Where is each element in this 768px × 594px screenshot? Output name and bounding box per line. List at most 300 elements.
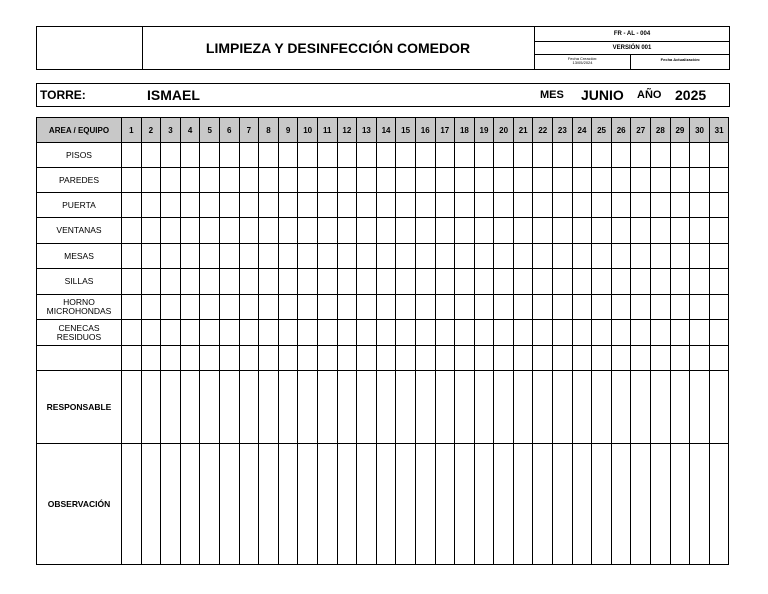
day-cell[interactable] — [572, 168, 592, 193]
day-cell[interactable] — [161, 346, 181, 371]
day-cell[interactable] — [357, 320, 377, 346]
day-cell[interactable] — [435, 444, 455, 565]
day-cell[interactable] — [670, 295, 690, 320]
day-cell[interactable] — [376, 371, 396, 444]
day-cell[interactable] — [376, 269, 396, 295]
day-cell[interactable] — [592, 371, 612, 444]
day-cell[interactable] — [376, 218, 396, 244]
day-cell[interactable] — [219, 244, 239, 269]
day-cell[interactable] — [572, 444, 592, 565]
day-cell[interactable] — [278, 244, 298, 269]
day-cell[interactable] — [317, 444, 337, 565]
day-cell[interactable] — [631, 244, 651, 269]
day-cell[interactable] — [396, 244, 416, 269]
day-cell[interactable] — [259, 371, 279, 444]
day-cell[interactable] — [200, 320, 220, 346]
day-cell[interactable] — [200, 143, 220, 168]
day-cell[interactable] — [122, 143, 142, 168]
day-cell[interactable] — [161, 444, 181, 565]
day-cell[interactable] — [455, 193, 475, 218]
day-cell[interactable] — [219, 193, 239, 218]
day-cell[interactable] — [435, 244, 455, 269]
day-cell[interactable] — [513, 143, 533, 168]
day-cell[interactable] — [278, 168, 298, 193]
day-cell[interactable] — [513, 218, 533, 244]
day-cell[interactable] — [161, 218, 181, 244]
day-cell[interactable] — [337, 168, 357, 193]
day-cell[interactable] — [298, 218, 318, 244]
day-cell[interactable] — [513, 193, 533, 218]
day-cell[interactable] — [631, 346, 651, 371]
day-cell[interactable] — [494, 143, 514, 168]
day-cell[interactable] — [376, 444, 396, 565]
day-cell[interactable] — [631, 218, 651, 244]
day-cell[interactable] — [670, 444, 690, 565]
day-cell[interactable] — [219, 143, 239, 168]
day-cell[interactable] — [455, 143, 475, 168]
day-cell[interactable] — [357, 371, 377, 444]
day-cell[interactable] — [161, 320, 181, 346]
day-cell[interactable] — [435, 346, 455, 371]
day-cell[interactable] — [631, 269, 651, 295]
day-cell[interactable] — [533, 168, 553, 193]
day-cell[interactable] — [122, 168, 142, 193]
day-cell[interactable] — [161, 269, 181, 295]
day-cell[interactable] — [572, 346, 592, 371]
day-cell[interactable] — [690, 269, 710, 295]
day-cell[interactable] — [180, 346, 200, 371]
day-cell[interactable] — [259, 218, 279, 244]
day-cell[interactable] — [259, 193, 279, 218]
day-cell[interactable] — [415, 193, 435, 218]
day-cell[interactable] — [592, 346, 612, 371]
day-cell[interactable] — [239, 244, 259, 269]
day-cell[interactable] — [161, 193, 181, 218]
day-cell[interactable] — [298, 193, 318, 218]
day-cell[interactable] — [141, 295, 161, 320]
day-cell[interactable] — [709, 295, 729, 320]
day-cell[interactable] — [690, 143, 710, 168]
day-cell[interactable] — [357, 143, 377, 168]
day-cell[interactable] — [396, 143, 416, 168]
day-cell[interactable] — [435, 143, 455, 168]
day-cell[interactable] — [553, 444, 573, 565]
day-cell[interactable] — [122, 244, 142, 269]
day-cell[interactable] — [200, 218, 220, 244]
day-cell[interactable] — [337, 244, 357, 269]
day-cell[interactable] — [631, 143, 651, 168]
day-cell[interactable] — [474, 295, 494, 320]
day-cell[interactable] — [298, 244, 318, 269]
day-cell[interactable] — [239, 193, 259, 218]
day-cell[interactable] — [317, 295, 337, 320]
day-cell[interactable] — [396, 346, 416, 371]
day-cell[interactable] — [357, 269, 377, 295]
day-cell[interactable] — [690, 168, 710, 193]
day-cell[interactable] — [631, 444, 651, 565]
day-cell[interactable] — [337, 371, 357, 444]
day-cell[interactable] — [239, 346, 259, 371]
day-cell[interactable] — [200, 346, 220, 371]
day-cell[interactable] — [455, 244, 475, 269]
day-cell[interactable] — [200, 193, 220, 218]
day-cell[interactable] — [611, 346, 631, 371]
day-cell[interactable] — [200, 269, 220, 295]
day-cell[interactable] — [396, 371, 416, 444]
day-cell[interactable] — [278, 218, 298, 244]
day-cell[interactable] — [357, 295, 377, 320]
day-cell[interactable] — [219, 320, 239, 346]
day-cell[interactable] — [631, 168, 651, 193]
day-cell[interactable] — [494, 269, 514, 295]
day-cell[interactable] — [651, 320, 671, 346]
day-cell[interactable] — [161, 168, 181, 193]
day-cell[interactable] — [180, 269, 200, 295]
day-cell[interactable] — [415, 444, 435, 565]
day-cell[interactable] — [239, 295, 259, 320]
day-cell[interactable] — [611, 371, 631, 444]
day-cell[interactable] — [122, 320, 142, 346]
day-cell[interactable] — [572, 193, 592, 218]
day-cell[interactable] — [690, 320, 710, 346]
day-cell[interactable] — [337, 444, 357, 565]
day-cell[interactable] — [298, 269, 318, 295]
day-cell[interactable] — [415, 143, 435, 168]
day-cell[interactable] — [122, 269, 142, 295]
day-cell[interactable] — [553, 193, 573, 218]
day-cell[interactable] — [278, 346, 298, 371]
day-cell[interactable] — [180, 244, 200, 269]
day-cell[interactable] — [611, 444, 631, 565]
day-cell[interactable] — [396, 218, 416, 244]
day-cell[interactable] — [651, 218, 671, 244]
day-cell[interactable] — [631, 193, 651, 218]
day-cell[interactable] — [317, 143, 337, 168]
day-cell[interactable] — [474, 244, 494, 269]
day-cell[interactable] — [180, 371, 200, 444]
day-cell[interactable] — [611, 269, 631, 295]
day-cell[interactable] — [376, 295, 396, 320]
day-cell[interactable] — [415, 371, 435, 444]
day-cell[interactable] — [337, 269, 357, 295]
day-cell[interactable] — [337, 143, 357, 168]
day-cell[interactable] — [474, 371, 494, 444]
day-cell[interactable] — [690, 193, 710, 218]
day-cell[interactable] — [396, 320, 416, 346]
day-cell[interactable] — [219, 269, 239, 295]
day-cell[interactable] — [611, 295, 631, 320]
day-cell[interactable] — [337, 295, 357, 320]
day-cell[interactable] — [592, 168, 612, 193]
day-cell[interactable] — [337, 320, 357, 346]
day-cell[interactable] — [553, 346, 573, 371]
day-cell[interactable] — [494, 371, 514, 444]
day-cell[interactable] — [141, 444, 161, 565]
day-cell[interactable] — [709, 320, 729, 346]
day-cell[interactable] — [592, 143, 612, 168]
day-cell[interactable] — [278, 193, 298, 218]
day-cell[interactable] — [592, 444, 612, 565]
day-cell[interactable] — [611, 244, 631, 269]
day-cell[interactable] — [239, 444, 259, 565]
day-cell[interactable] — [513, 244, 533, 269]
day-cell[interactable] — [239, 143, 259, 168]
day-cell[interactable] — [553, 168, 573, 193]
day-cell[interactable] — [494, 346, 514, 371]
day-cell[interactable] — [651, 295, 671, 320]
day-cell[interactable] — [651, 168, 671, 193]
day-cell[interactable] — [670, 269, 690, 295]
day-cell[interactable] — [239, 218, 259, 244]
day-cell[interactable] — [317, 218, 337, 244]
day-cell[interactable] — [455, 269, 475, 295]
day-cell[interactable] — [317, 320, 337, 346]
day-cell[interactable] — [278, 269, 298, 295]
day-cell[interactable] — [494, 193, 514, 218]
day-cell[interactable] — [709, 269, 729, 295]
day-cell[interactable] — [141, 218, 161, 244]
day-cell[interactable] — [631, 320, 651, 346]
day-cell[interactable] — [553, 143, 573, 168]
day-cell[interactable] — [494, 295, 514, 320]
day-cell[interactable] — [239, 168, 259, 193]
day-cell[interactable] — [396, 193, 416, 218]
day-cell[interactable] — [474, 269, 494, 295]
day-cell[interactable] — [435, 295, 455, 320]
day-cell[interactable] — [180, 143, 200, 168]
day-cell[interactable] — [337, 218, 357, 244]
day-cell[interactable] — [670, 143, 690, 168]
day-cell[interactable] — [415, 346, 435, 371]
day-cell[interactable] — [651, 269, 671, 295]
day-cell[interactable] — [592, 269, 612, 295]
day-cell[interactable] — [533, 444, 553, 565]
day-cell[interactable] — [298, 444, 318, 565]
day-cell[interactable] — [141, 269, 161, 295]
day-cell[interactable] — [435, 269, 455, 295]
day-cell[interactable] — [239, 320, 259, 346]
day-cell[interactable] — [709, 444, 729, 565]
day-cell[interactable] — [533, 269, 553, 295]
day-cell[interactable] — [376, 244, 396, 269]
day-cell[interactable] — [200, 244, 220, 269]
day-cell[interactable] — [122, 346, 142, 371]
day-cell[interactable] — [690, 244, 710, 269]
day-cell[interactable] — [317, 193, 337, 218]
day-cell[interactable] — [533, 244, 553, 269]
day-cell[interactable] — [631, 295, 651, 320]
day-cell[interactable] — [259, 320, 279, 346]
day-cell[interactable] — [572, 295, 592, 320]
day-cell[interactable] — [357, 244, 377, 269]
day-cell[interactable] — [396, 269, 416, 295]
day-cell[interactable] — [357, 346, 377, 371]
day-cell[interactable] — [435, 371, 455, 444]
day-cell[interactable] — [219, 371, 239, 444]
day-cell[interactable] — [474, 444, 494, 565]
day-cell[interactable] — [513, 295, 533, 320]
day-cell[interactable] — [611, 218, 631, 244]
day-cell[interactable] — [357, 218, 377, 244]
day-cell[interactable] — [219, 346, 239, 371]
day-cell[interactable] — [533, 371, 553, 444]
day-cell[interactable] — [651, 371, 671, 444]
day-cell[interactable] — [415, 218, 435, 244]
day-cell[interactable] — [553, 218, 573, 244]
day-cell[interactable] — [611, 143, 631, 168]
day-cell[interactable] — [376, 193, 396, 218]
day-cell[interactable] — [200, 168, 220, 193]
day-cell[interactable] — [455, 320, 475, 346]
day-cell[interactable] — [435, 193, 455, 218]
day-cell[interactable] — [337, 193, 357, 218]
day-cell[interactable] — [435, 320, 455, 346]
day-cell[interactable] — [317, 244, 337, 269]
day-cell[interactable] — [259, 269, 279, 295]
day-cell[interactable] — [553, 244, 573, 269]
day-cell[interactable] — [533, 320, 553, 346]
day-cell[interactable] — [200, 295, 220, 320]
day-cell[interactable] — [572, 244, 592, 269]
day-cell[interactable] — [376, 346, 396, 371]
day-cell[interactable] — [513, 168, 533, 193]
day-cell[interactable] — [533, 218, 553, 244]
day-cell[interactable] — [161, 371, 181, 444]
day-cell[interactable] — [572, 371, 592, 444]
day-cell[interactable] — [553, 320, 573, 346]
day-cell[interactable] — [455, 168, 475, 193]
day-cell[interactable] — [611, 193, 631, 218]
day-cell[interactable] — [513, 346, 533, 371]
day-cell[interactable] — [200, 444, 220, 565]
day-cell[interactable] — [474, 218, 494, 244]
day-cell[interactable] — [376, 143, 396, 168]
day-cell[interactable] — [415, 244, 435, 269]
day-cell[interactable] — [513, 444, 533, 565]
day-cell[interactable] — [298, 295, 318, 320]
day-cell[interactable] — [219, 168, 239, 193]
day-cell[interactable] — [709, 218, 729, 244]
day-cell[interactable] — [357, 444, 377, 565]
day-cell[interactable] — [141, 244, 161, 269]
day-cell[interactable] — [651, 143, 671, 168]
day-cell[interactable] — [141, 346, 161, 371]
day-cell[interactable] — [337, 346, 357, 371]
day-cell[interactable] — [278, 320, 298, 346]
day-cell[interactable] — [180, 168, 200, 193]
day-cell[interactable] — [474, 320, 494, 346]
day-cell[interactable] — [278, 444, 298, 565]
day-cell[interactable] — [141, 168, 161, 193]
day-cell[interactable] — [611, 320, 631, 346]
day-cell[interactable] — [651, 244, 671, 269]
day-cell[interactable] — [317, 269, 337, 295]
day-cell[interactable] — [415, 168, 435, 193]
day-cell[interactable] — [376, 168, 396, 193]
day-cell[interactable] — [141, 320, 161, 346]
day-cell[interactable] — [298, 320, 318, 346]
day-cell[interactable] — [670, 371, 690, 444]
day-cell[interactable] — [122, 218, 142, 244]
day-cell[interactable] — [572, 143, 592, 168]
day-cell[interactable] — [533, 143, 553, 168]
day-cell[interactable] — [219, 295, 239, 320]
day-cell[interactable] — [259, 295, 279, 320]
day-cell[interactable] — [376, 320, 396, 346]
day-cell[interactable] — [415, 295, 435, 320]
day-cell[interactable] — [298, 346, 318, 371]
day-cell[interactable] — [415, 320, 435, 346]
day-cell[interactable] — [553, 269, 573, 295]
day-cell[interactable] — [513, 371, 533, 444]
day-cell[interactable] — [278, 143, 298, 168]
day-cell[interactable] — [690, 218, 710, 244]
day-cell[interactable] — [180, 444, 200, 565]
day-cell[interactable] — [298, 371, 318, 444]
day-cell[interactable] — [474, 193, 494, 218]
day-cell[interactable] — [122, 444, 142, 565]
day-cell[interactable] — [533, 346, 553, 371]
day-cell[interactable] — [670, 218, 690, 244]
day-cell[interactable] — [474, 143, 494, 168]
day-cell[interactable] — [435, 168, 455, 193]
day-cell[interactable] — [317, 371, 337, 444]
day-cell[interactable] — [141, 371, 161, 444]
day-cell[interactable] — [357, 168, 377, 193]
day-cell[interactable] — [651, 346, 671, 371]
day-cell[interactable] — [219, 218, 239, 244]
day-cell[interactable] — [572, 320, 592, 346]
day-cell[interactable] — [298, 168, 318, 193]
day-cell[interactable] — [259, 444, 279, 565]
day-cell[interactable] — [455, 346, 475, 371]
day-cell[interactable] — [122, 193, 142, 218]
day-cell[interactable] — [670, 320, 690, 346]
day-cell[interactable] — [122, 295, 142, 320]
day-cell[interactable] — [611, 168, 631, 193]
day-cell[interactable] — [709, 193, 729, 218]
day-cell[interactable] — [709, 244, 729, 269]
day-cell[interactable] — [709, 168, 729, 193]
day-cell[interactable] — [396, 444, 416, 565]
day-cell[interactable] — [219, 444, 239, 565]
day-cell[interactable] — [533, 295, 553, 320]
day-cell[interactable] — [122, 371, 142, 444]
day-cell[interactable] — [709, 346, 729, 371]
day-cell[interactable] — [474, 346, 494, 371]
day-cell[interactable] — [141, 143, 161, 168]
day-cell[interactable] — [455, 444, 475, 565]
day-cell[interactable] — [690, 371, 710, 444]
day-cell[interactable] — [494, 444, 514, 565]
day-cell[interactable] — [494, 218, 514, 244]
day-cell[interactable] — [180, 218, 200, 244]
day-cell[interactable] — [141, 193, 161, 218]
day-cell[interactable] — [396, 168, 416, 193]
day-cell[interactable] — [298, 143, 318, 168]
day-cell[interactable] — [239, 371, 259, 444]
day-cell[interactable] — [317, 168, 337, 193]
day-cell[interactable] — [494, 320, 514, 346]
day-cell[interactable] — [180, 295, 200, 320]
day-cell[interactable] — [259, 168, 279, 193]
day-cell[interactable] — [513, 269, 533, 295]
day-cell[interactable] — [670, 193, 690, 218]
day-cell[interactable] — [709, 143, 729, 168]
day-cell[interactable] — [239, 269, 259, 295]
day-cell[interactable] — [317, 346, 337, 371]
day-cell[interactable] — [200, 371, 220, 444]
